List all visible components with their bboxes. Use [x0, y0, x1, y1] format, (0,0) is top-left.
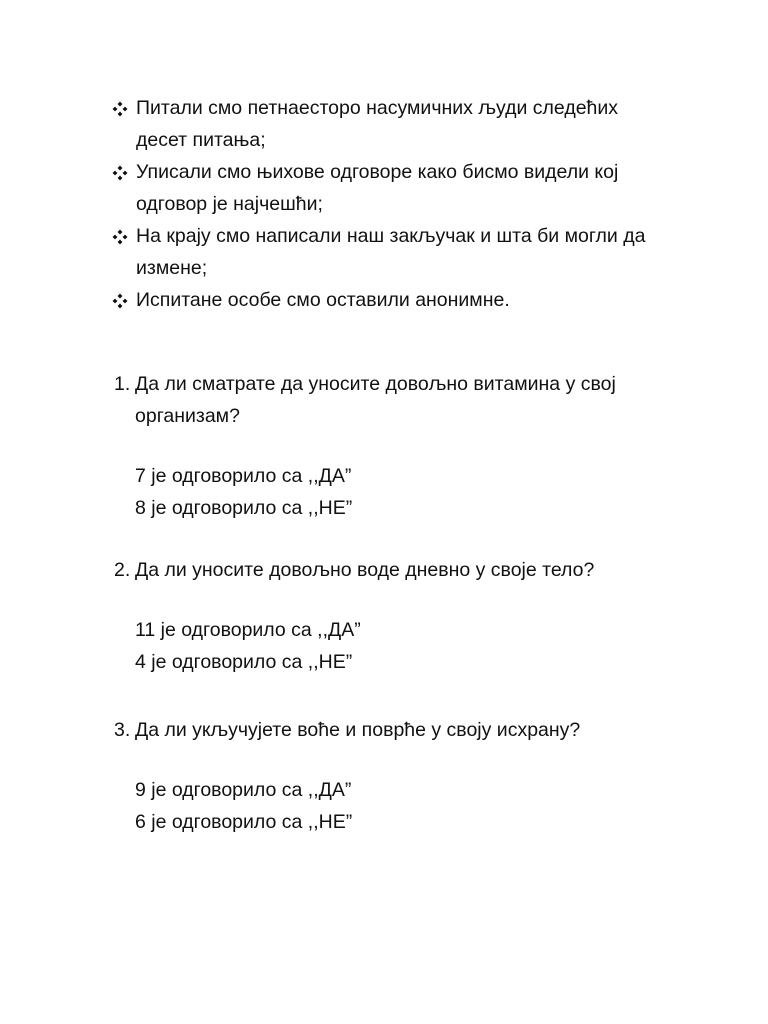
method-bullet-list	[112, 92, 672, 316]
bullet-item	[112, 284, 672, 316]
bullet-text: Испитане особе смо оставили анонимне.	[136, 289, 510, 311]
bullet-item	[112, 92, 672, 156]
bullet-text: На крају смо написали наш закључак и шта би могли да измене;	[136, 225, 646, 279]
question-text: Да ли уносите довољно воде дневно у своје тело?	[135, 559, 595, 581]
question-text-row	[114, 554, 674, 586]
question-block-3	[114, 714, 674, 838]
bullet-text: Уписали смо њихове одговоре како бисмо видели кој одговор је најчешћи;	[136, 161, 619, 215]
question-block-2	[114, 554, 674, 678]
bullet-item	[112, 156, 672, 220]
diamond-bullet-icon	[112, 165, 128, 181]
bullet-item	[112, 220, 672, 284]
question-text: Да ли укључујете воће и поврће у своју исхрану?	[135, 719, 581, 741]
answer-yes: 7 је одговорило са ,,ДА”	[135, 465, 352, 487]
question-number: 3.	[114, 719, 131, 741]
question-number: 1.	[114, 373, 131, 395]
question-text-row	[114, 368, 674, 432]
answer-list	[114, 460, 674, 524]
bullet-text: Питали смо петнаесторо насумичних људи следећих десет питања;	[136, 97, 619, 151]
answer-list	[114, 774, 674, 838]
answer-no: 6 је одговорило са ,,НЕ”	[135, 811, 353, 833]
answer-no: 4 је одговорило са ,,НЕ”	[135, 651, 353, 673]
answer-yes: 11 је одговорило са ,,ДА”	[135, 619, 361, 641]
diamond-bullet-icon	[112, 101, 128, 117]
answer-yes: 9 је одговорило са ,,ДА”	[135, 779, 352, 801]
question-text: Да ли сматрате да уносите довољно витамина у свој организам?	[135, 373, 616, 427]
diamond-bullet-icon	[112, 229, 128, 245]
diamond-bullet-icon	[112, 293, 128, 309]
answer-list	[114, 614, 674, 678]
question-text-row	[114, 714, 674, 746]
answer-no: 8 је одговорило са ,,НЕ”	[135, 497, 353, 519]
question-number: 2.	[114, 559, 131, 581]
question-block-1	[114, 368, 674, 524]
